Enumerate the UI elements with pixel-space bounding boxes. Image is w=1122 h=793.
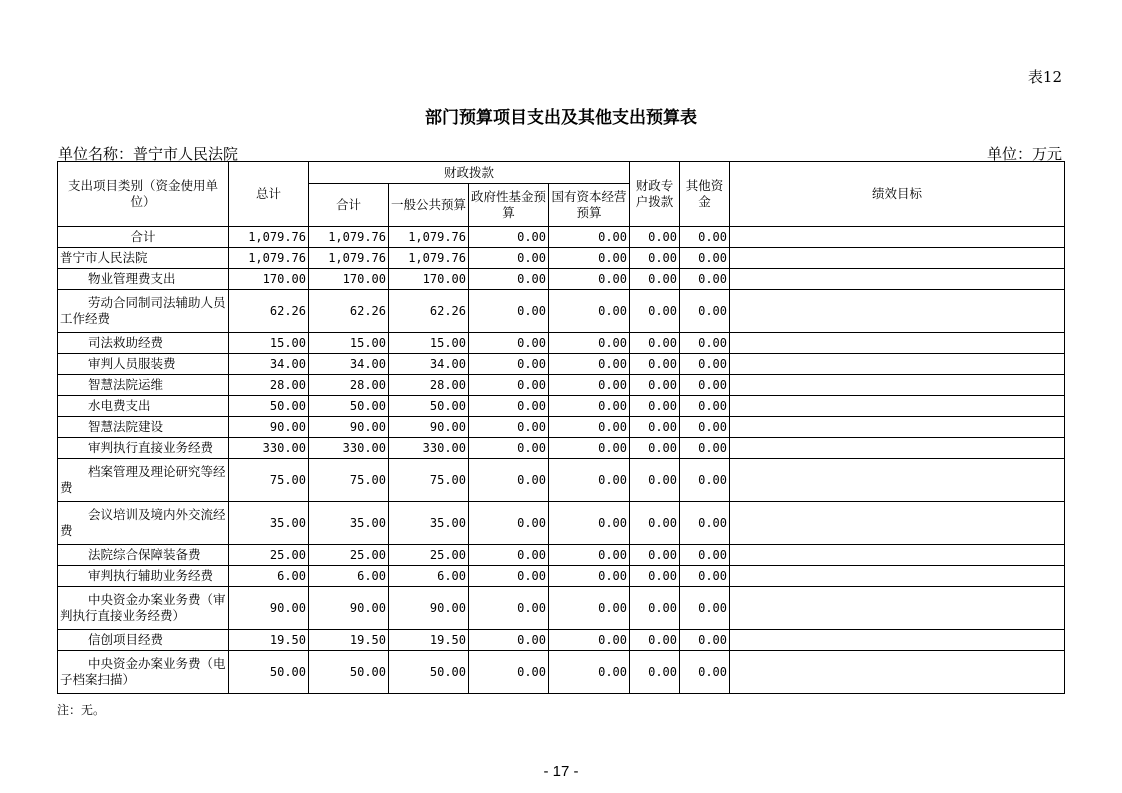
row-other-value: 0.00	[680, 354, 730, 375]
row-category: 信创项目经费	[58, 630, 229, 651]
row-total-value: 34.00	[229, 354, 309, 375]
row-category: 中央资金办案业务费（电子档案扫描）	[58, 651, 229, 694]
header-state-capital: 国有资本经营预算	[549, 184, 630, 227]
row-goal	[730, 248, 1065, 269]
row-total-value: 50.00	[229, 651, 309, 694]
row-special-value: 0.00	[630, 417, 680, 438]
row-other-value: 0.00	[680, 417, 730, 438]
row-gov-value: 0.00	[469, 290, 549, 333]
row-ftotal-value: 50.00	[309, 651, 389, 694]
table-row	[58, 269, 1065, 290]
row-state-value: 0.00	[549, 396, 630, 417]
row-category: 法院综合保障装备费	[58, 545, 229, 566]
table-number: 表12	[1027, 68, 1062, 86]
row-special-value: 0.00	[630, 333, 680, 354]
row-state-value: 0.00	[549, 630, 630, 651]
currency-unit-label: 单位：万元	[986, 145, 1062, 163]
table-row	[58, 417, 1065, 438]
row-gov-value: 0.00	[469, 396, 549, 417]
header-goal: 绩效目标	[730, 162, 1065, 227]
row-state-value: 0.00	[549, 502, 630, 545]
row-special-value: 0.00	[630, 396, 680, 417]
row-goal	[730, 545, 1065, 566]
row-total-value: 25.00	[229, 545, 309, 566]
table-row	[58, 396, 1065, 417]
row-ftotal-value: 28.00	[309, 375, 389, 396]
row-goal	[730, 269, 1065, 290]
row-special-value: 0.00	[630, 354, 680, 375]
row-other-value: 0.00	[680, 587, 730, 630]
row-gov-value: 0.00	[469, 459, 549, 502]
row-total-value: 1,079.76	[229, 227, 309, 248]
row-other-value: 0.00	[680, 566, 730, 587]
row-general-value: 1,079.76	[389, 227, 469, 248]
row-general-value: 6.00	[389, 566, 469, 587]
row-special-value: 0.00	[630, 248, 680, 269]
row-goal	[730, 290, 1065, 333]
row-state-value: 0.00	[549, 333, 630, 354]
row-state-value: 0.00	[549, 545, 630, 566]
row-category: 水电费支出	[58, 396, 229, 417]
row-special-value: 0.00	[630, 587, 680, 630]
unit-name-label: 单位名称：普宁市人民法院	[58, 145, 239, 163]
row-general-value: 330.00	[389, 438, 469, 459]
row-goal	[730, 396, 1065, 417]
row-ftotal-value: 330.00	[309, 438, 389, 459]
row-gov-value: 0.00	[469, 545, 549, 566]
row-other-value: 0.00	[680, 502, 730, 545]
row-other-value: 0.00	[680, 375, 730, 396]
row-state-value: 0.00	[549, 651, 630, 694]
row-category: 档案管理及理论研究等经费	[58, 459, 229, 502]
row-gov-value: 0.00	[469, 502, 549, 545]
row-other-value: 0.00	[680, 651, 730, 694]
row-goal	[730, 227, 1065, 248]
row-ftotal-value: 90.00	[309, 417, 389, 438]
row-special-value: 0.00	[630, 630, 680, 651]
row-special-value: 0.00	[630, 438, 680, 459]
row-general-value: 28.00	[389, 375, 469, 396]
table-row	[58, 459, 1065, 502]
row-total-value: 19.50	[229, 630, 309, 651]
row-ftotal-value: 75.00	[309, 459, 389, 502]
table-row	[58, 587, 1065, 630]
row-category: 会议培训及境内外交流经费	[58, 502, 229, 545]
footnote: 注：无。	[57, 703, 106, 717]
row-goal	[730, 651, 1065, 694]
row-goal	[730, 438, 1065, 459]
row-gov-value: 0.00	[469, 438, 549, 459]
row-goal	[730, 459, 1065, 502]
row-ftotal-value: 34.00	[309, 354, 389, 375]
table-row	[58, 630, 1065, 651]
table-row	[58, 248, 1065, 269]
row-gov-value: 0.00	[469, 417, 549, 438]
row-general-value: 35.00	[389, 502, 469, 545]
row-special-value: 0.00	[630, 502, 680, 545]
row-gov-value: 0.00	[469, 566, 549, 587]
row-other-value: 0.00	[680, 290, 730, 333]
row-category: 审判执行直接业务经费	[58, 438, 229, 459]
row-category: 智慧法院建设	[58, 417, 229, 438]
row-goal	[730, 630, 1065, 651]
row-other-value: 0.00	[680, 630, 730, 651]
row-total-value: 28.00	[229, 375, 309, 396]
header-fiscal-total: 合计	[309, 184, 389, 227]
row-general-value: 25.00	[389, 545, 469, 566]
header-other: 其他资金	[680, 162, 730, 227]
row-general-value: 50.00	[389, 396, 469, 417]
header-general: 一般公共预算	[389, 184, 469, 227]
row-goal	[730, 333, 1065, 354]
table-row	[58, 354, 1065, 375]
row-ftotal-value: 62.26	[309, 290, 389, 333]
row-category: 物业管理费支出	[58, 269, 229, 290]
row-other-value: 0.00	[680, 459, 730, 502]
row-total-value: 75.00	[229, 459, 309, 502]
row-state-value: 0.00	[549, 587, 630, 630]
table-row	[58, 375, 1065, 396]
row-general-value: 19.50	[389, 630, 469, 651]
row-state-value: 0.00	[549, 227, 630, 248]
row-state-value: 0.00	[549, 566, 630, 587]
table-row	[58, 290, 1065, 333]
row-goal	[730, 587, 1065, 630]
row-total-value: 90.00	[229, 417, 309, 438]
table-row	[58, 227, 1065, 248]
row-total-value: 50.00	[229, 396, 309, 417]
row-general-value: 15.00	[389, 333, 469, 354]
table-row	[58, 566, 1065, 587]
row-category: 普宁市人民法院	[58, 248, 229, 269]
row-general-value: 1,079.76	[389, 248, 469, 269]
row-gov-value: 0.00	[469, 248, 549, 269]
table-row	[58, 333, 1065, 354]
header-special: 财政专户拨款	[630, 162, 680, 227]
row-other-value: 0.00	[680, 269, 730, 290]
row-general-value: 50.00	[389, 651, 469, 694]
row-state-value: 0.00	[549, 290, 630, 333]
row-other-value: 0.00	[680, 545, 730, 566]
row-other-value: 0.00	[680, 333, 730, 354]
row-ftotal-value: 1,079.76	[309, 248, 389, 269]
row-category: 合计	[58, 227, 229, 248]
row-total-value: 1,079.76	[229, 248, 309, 269]
row-other-value: 0.00	[680, 227, 730, 248]
row-total-value: 35.00	[229, 502, 309, 545]
row-special-value: 0.00	[630, 227, 680, 248]
row-other-value: 0.00	[680, 396, 730, 417]
row-special-value: 0.00	[630, 269, 680, 290]
row-state-value: 0.00	[549, 459, 630, 502]
header-fiscal: 财政拨款	[309, 162, 630, 184]
row-other-value: 0.00	[680, 438, 730, 459]
row-gov-value: 0.00	[469, 354, 549, 375]
row-other-value: 0.00	[680, 248, 730, 269]
row-total-value: 15.00	[229, 333, 309, 354]
table-row	[58, 502, 1065, 545]
row-state-value: 0.00	[549, 375, 630, 396]
row-state-value: 0.00	[549, 354, 630, 375]
row-ftotal-value: 25.00	[309, 545, 389, 566]
row-state-value: 0.00	[549, 269, 630, 290]
page-title: 部门预算项目支出及其他支出预算表	[425, 108, 697, 128]
row-ftotal-value: 35.00	[309, 502, 389, 545]
row-ftotal-value: 19.50	[309, 630, 389, 651]
row-state-value: 0.00	[549, 438, 630, 459]
row-total-value: 90.00	[229, 587, 309, 630]
row-gov-value: 0.00	[469, 269, 549, 290]
row-special-value: 0.00	[630, 545, 680, 566]
row-category: 审判人员服装费	[58, 354, 229, 375]
row-goal	[730, 566, 1065, 587]
row-special-value: 0.00	[630, 566, 680, 587]
table-body	[58, 227, 1065, 694]
row-general-value: 62.26	[389, 290, 469, 333]
row-goal	[730, 502, 1065, 545]
row-ftotal-value: 90.00	[309, 587, 389, 630]
row-ftotal-value: 6.00	[309, 566, 389, 587]
row-gov-value: 0.00	[469, 333, 549, 354]
row-ftotal-value: 15.00	[309, 333, 389, 354]
row-total-value: 62.26	[229, 290, 309, 333]
budget-table	[57, 161, 1065, 694]
row-gov-value: 0.00	[469, 651, 549, 694]
row-special-value: 0.00	[630, 651, 680, 694]
row-general-value: 90.00	[389, 417, 469, 438]
row-gov-value: 0.00	[469, 587, 549, 630]
row-total-value: 6.00	[229, 566, 309, 587]
table-row	[58, 438, 1065, 459]
row-state-value: 0.00	[549, 417, 630, 438]
row-ftotal-value: 170.00	[309, 269, 389, 290]
header-gov-fund: 政府性基金预算	[469, 184, 549, 227]
row-special-value: 0.00	[630, 290, 680, 333]
row-special-value: 0.00	[630, 459, 680, 502]
row-goal	[730, 417, 1065, 438]
row-total-value: 170.00	[229, 269, 309, 290]
page-number: - 17 -	[543, 763, 579, 780]
row-total-value: 330.00	[229, 438, 309, 459]
row-category: 审判执行辅助业务经费	[58, 566, 229, 587]
row-ftotal-value: 50.00	[309, 396, 389, 417]
row-goal	[730, 375, 1065, 396]
header-category: 支出项目类别（资金使用单位）	[58, 162, 229, 227]
row-general-value: 34.00	[389, 354, 469, 375]
row-general-value: 170.00	[389, 269, 469, 290]
row-general-value: 90.00	[389, 587, 469, 630]
row-gov-value: 0.00	[469, 630, 549, 651]
row-general-value: 75.00	[389, 459, 469, 502]
row-state-value: 0.00	[549, 248, 630, 269]
row-gov-value: 0.00	[469, 375, 549, 396]
row-special-value: 0.00	[630, 375, 680, 396]
row-ftotal-value: 1,079.76	[309, 227, 389, 248]
row-category: 智慧法院运维	[58, 375, 229, 396]
table-row	[58, 651, 1065, 694]
row-category: 中央资金办案业务费（审判执行直接业务经费）	[58, 587, 229, 630]
row-category: 劳动合同制司法辅助人员工作经费	[58, 290, 229, 333]
table-row	[58, 545, 1065, 566]
header-total: 总计	[229, 162, 309, 227]
row-gov-value: 0.00	[469, 227, 549, 248]
row-category: 司法救助经费	[58, 333, 229, 354]
row-goal	[730, 354, 1065, 375]
